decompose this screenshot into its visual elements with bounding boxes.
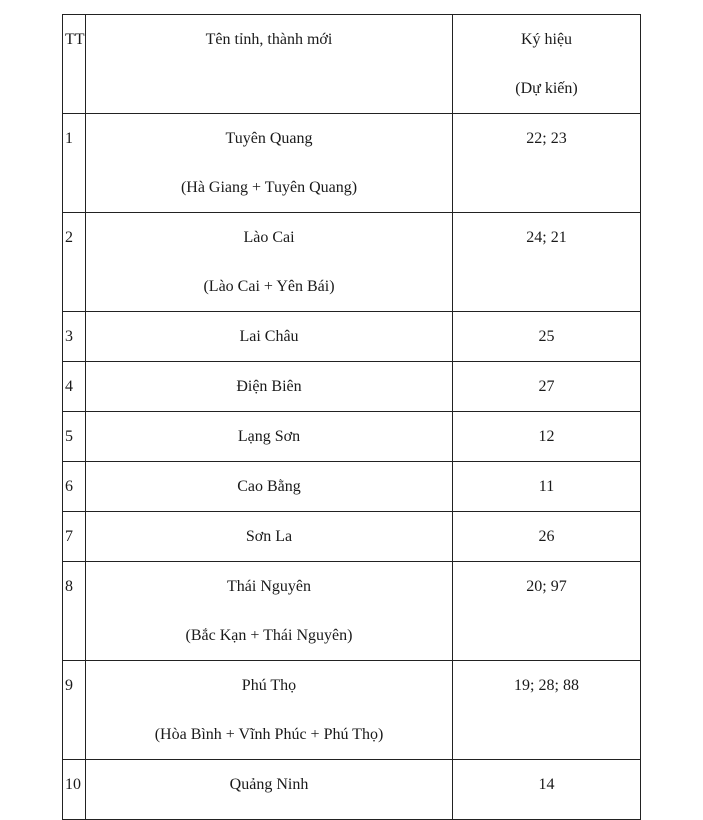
table-row bbox=[63, 412, 641, 462]
row-code: 12 bbox=[453, 412, 641, 462]
row-code: 26 bbox=[453, 512, 641, 562]
row-code: 20; 97 bbox=[453, 562, 641, 661]
header-tt: TT bbox=[63, 15, 86, 114]
province-name: Lào Cai bbox=[243, 229, 295, 246]
row-name bbox=[86, 562, 453, 661]
header-name: Tên tỉnh, thành mới bbox=[86, 15, 453, 114]
table-row bbox=[63, 213, 641, 312]
table-row bbox=[63, 661, 641, 760]
table-row bbox=[63, 114, 641, 213]
table-row bbox=[63, 462, 641, 512]
header-code bbox=[453, 15, 641, 114]
row-tt: 9 bbox=[63, 661, 86, 760]
row-code: 24; 21 bbox=[453, 213, 641, 312]
header-code-note: (Dự kiến) bbox=[515, 80, 578, 97]
row-name bbox=[86, 114, 453, 213]
row-tt: 4 bbox=[63, 362, 86, 412]
merged-provinces: (Hòa Bình + Vĩnh Phúc + Phú Thọ) bbox=[154, 726, 384, 743]
row-tt: 3 bbox=[63, 312, 86, 362]
row-code: 25 bbox=[453, 312, 641, 362]
table-header-row bbox=[63, 15, 641, 114]
row-tt: 1 bbox=[63, 114, 86, 213]
row-code: 27 bbox=[453, 362, 641, 412]
province-name: Thái Nguyên bbox=[227, 578, 311, 595]
merged-provinces: (Bắc Kạn + Thái Nguyên) bbox=[185, 627, 353, 644]
row-tt: 7 bbox=[63, 512, 86, 562]
table-row bbox=[63, 312, 641, 362]
row-name bbox=[86, 661, 453, 760]
province-name: Lạng Sơn bbox=[86, 412, 453, 462]
row-code: 22; 23 bbox=[453, 114, 641, 213]
table-row bbox=[63, 512, 641, 562]
row-tt: 8 bbox=[63, 562, 86, 661]
province-name: Quảng Ninh bbox=[86, 760, 453, 820]
row-tt: 2 bbox=[63, 213, 86, 312]
province-name: Sơn La bbox=[86, 512, 453, 562]
row-tt: 5 bbox=[63, 412, 86, 462]
merged-provinces: (Hà Giang + Tuyên Quang) bbox=[180, 179, 358, 196]
province-table bbox=[62, 14, 641, 820]
row-code: 11 bbox=[453, 462, 641, 512]
row-code: 14 bbox=[453, 760, 641, 820]
row-name bbox=[86, 213, 453, 312]
province-name: Tuyên Quang bbox=[225, 130, 313, 147]
province-name: Cao Bằng bbox=[86, 462, 453, 512]
table-row bbox=[63, 562, 641, 661]
row-tt: 10 bbox=[63, 760, 86, 820]
table-row bbox=[63, 362, 641, 412]
row-tt: 6 bbox=[63, 462, 86, 512]
province-name: Lai Châu bbox=[86, 312, 453, 362]
province-name: Phú Thọ bbox=[241, 677, 297, 694]
table-row bbox=[63, 760, 641, 820]
row-code: 19; 28; 88 bbox=[453, 661, 641, 760]
merged-provinces: (Lào Cai + Yên Bái) bbox=[203, 278, 335, 295]
header-code-label: Ký hiệu bbox=[520, 31, 573, 48]
province-name: Điện Biên bbox=[86, 362, 453, 412]
